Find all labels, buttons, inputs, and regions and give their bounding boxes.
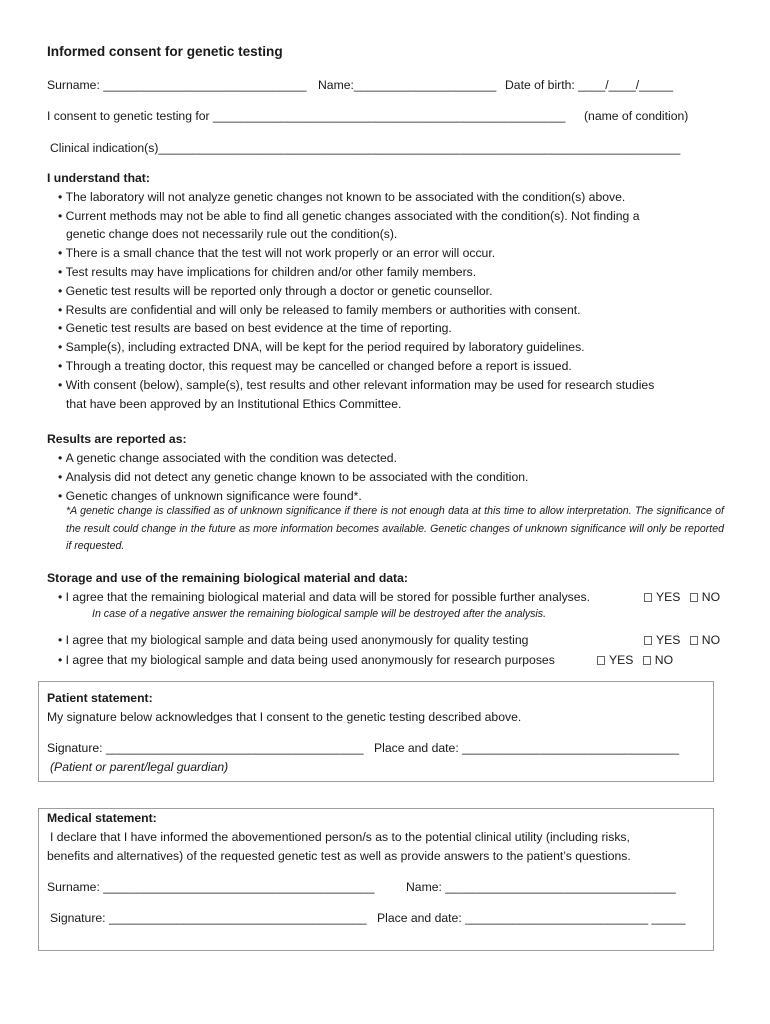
- understand-item: • Sample(s), including extracted DNA, will be kept for the period required by laboratory guidelines.: [58, 341, 585, 353]
- research-purposes-choice: [597, 654, 673, 666]
- understand-item-continued: that have been approved by an Institutional Ethics Committee.: [66, 397, 402, 411]
- medical-heading: Medical statement:: [47, 811, 157, 825]
- yes-checkbox[interactable]: [644, 636, 652, 645]
- yes-label: YES: [656, 590, 681, 604]
- no-label: NO: [701, 633, 721, 647]
- understand-heading: I understand that:: [47, 171, 150, 185]
- quality-testing-choice: [644, 634, 720, 646]
- patient-heading: Patient statement:: [47, 691, 153, 705]
- page-title: Informed consent for genetic testing: [47, 44, 283, 59]
- understand-item: • With consent (below), sample(s), test results and other relevant information may be used for research studies: [58, 379, 654, 391]
- yes-checkbox[interactable]: [597, 656, 605, 665]
- doctor-signature-field[interactable]: Signature: ______________________________________: [50, 911, 367, 925]
- results-item: • A genetic change associated with the condition was detected.: [58, 452, 397, 464]
- understand-item-continued: genetic change does not necessarily rule out the condition(s).: [66, 227, 398, 241]
- understand-item: • There is a small chance that the test will not work properly or an error will occur.: [58, 247, 495, 259]
- storage-heading: Storage and use of the remaining biological material and data:: [47, 571, 408, 585]
- condition-field[interactable]: I consent to genetic testing for ____________________________________________________: [47, 109, 566, 123]
- understand-item: • Genetic test results are based on best evidence at the time of reporting.: [58, 322, 452, 334]
- no-checkbox[interactable]: [690, 593, 698, 602]
- results-item: • Analysis did not detect any genetic change known to be associated with the condition.: [58, 471, 528, 483]
- condition-hint: (name of condition): [584, 109, 689, 123]
- doctor-place-date-field[interactable]: Place and date: ___________________________ _____: [377, 911, 686, 925]
- storage-item: • I agree that my biological sample and data being used anonymously for quality testing: [58, 634, 528, 646]
- patient-place-date-field[interactable]: Place and date: ________________________________: [374, 741, 679, 755]
- no-checkbox[interactable]: [690, 636, 698, 645]
- no-label: NO: [654, 653, 674, 667]
- understand-item: • Through a treating doctor, this request may be cancelled or changed before a report is issued.: [58, 360, 572, 372]
- understand-item: • Results are confidential and will only be released to family members or authorities with consent.: [58, 304, 581, 316]
- storage-consent-choice: [644, 591, 720, 603]
- results-item: • Genetic changes of unknown significance were found*.: [58, 490, 362, 502]
- doctor-name-field[interactable]: Name: __________________________________: [406, 880, 676, 894]
- storage-note: In case of a negative answer the remaining biological sample will be destroyed after the analysis.: [92, 608, 547, 620]
- results-heading: Results are reported as:: [47, 432, 187, 446]
- patient-statement-text: My signature below acknowledges that I consent to the genetic testing described above.: [47, 710, 522, 724]
- understand-item: • Genetic test results will be reported only through a doctor or genetic counsellor.: [58, 285, 492, 297]
- doctor-surname-field[interactable]: Surname: ________________________________________: [47, 880, 375, 894]
- yes-label: YES: [656, 633, 681, 647]
- yes-checkbox[interactable]: [644, 593, 652, 602]
- no-label: NO: [701, 590, 721, 604]
- patient-signer-note: (Patient or parent/legal guardian): [50, 760, 229, 774]
- results-footnote: *A genetic change is classified as of unknown significance if there is not enough data at this time to allow interpretation. The significance of the result could change in the future as more information becomes available. Genetic changes of unknown significance will only be reported if requested.: [66, 505, 724, 552]
- storage-item: • I agree that my biological sample and data being used anonymously for research purposes: [58, 654, 555, 666]
- no-checkbox[interactable]: [643, 656, 651, 665]
- understand-item: • The laboratory will not analyze genetic changes not known to be associated with the condition(s) above.: [58, 191, 625, 203]
- storage-item: • I agree that the remaining biological material and data will be stored for possible further analyses.: [58, 591, 590, 603]
- surname-field[interactable]: Surname: ______________________________: [47, 78, 307, 92]
- understand-item: • Test results may have implications for children and/or other family members.: [58, 266, 476, 278]
- yes-label: YES: [609, 653, 634, 667]
- name-field[interactable]: Name:_____________________: [318, 78, 497, 92]
- patient-signature-field[interactable]: Signature: ______________________________________: [47, 741, 364, 755]
- clinical-indication-field[interactable]: Clinical indication(s)_____________________________________________________________________________: [50, 141, 681, 155]
- date-of-birth-field[interactable]: Date of birth: ____/____/_____: [505, 78, 674, 92]
- medical-statement-text: benefits and alternatives) of the requested genetic test as well as provide answers to the patient’s questions.: [47, 849, 631, 863]
- medical-statement-text: I declare that I have informed the abovementioned person/s as to the potential clinical utility (including risks,: [50, 830, 630, 844]
- understand-item: • Current methods may not be able to find all genetic changes associated with the condition(s). Not finding a: [58, 210, 639, 222]
